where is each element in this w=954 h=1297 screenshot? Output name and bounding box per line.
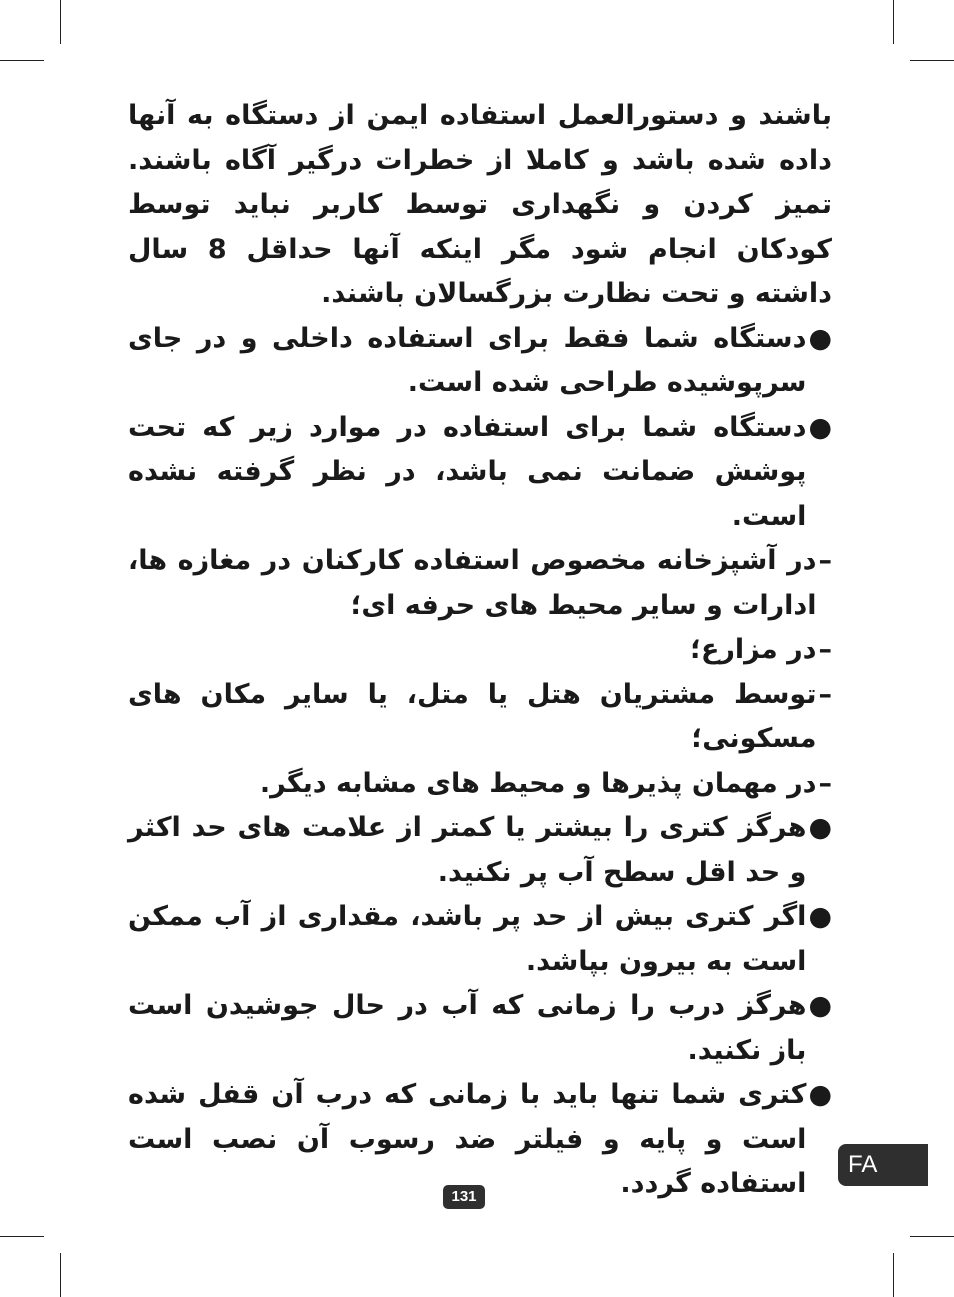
language-tab: FA: [838, 1144, 928, 1186]
bullet-icon: ●: [808, 812, 832, 843]
list-item: [128, 984, 832, 1073]
list-item: [128, 539, 832, 628]
dash-icon: –: [818, 678, 832, 710]
crop-mark: [0, 60, 44, 61]
list-item: [128, 317, 832, 406]
list-item: [128, 628, 832, 673]
list-item-text: کتری شما تنها باید با زمانی که درب آن قفل شده است و پایه و فیلتر ضد رسوب آن نصب است استفاده گردد.: [128, 1079, 807, 1199]
list-item-text: هرگز کتری را بیشتر یا کمتر از علامت های حد اکثر و حد اقل سطح آب پر نکنید.: [128, 812, 807, 888]
dash-icon: –: [818, 767, 832, 799]
list-item-text: توسط مشتریان هتل یا متل، یا سایر مکان های مسکونی؛: [128, 678, 817, 754]
list-item: [128, 806, 832, 895]
bullet-icon: ●: [808, 990, 832, 1021]
list-item-text: هرگز درب را زمانی که آب در حال جوشیدن است باز نکنید.: [128, 990, 807, 1066]
page-number: 131: [443, 1185, 485, 1209]
crop-mark: [893, 1253, 894, 1297]
crop-mark: [60, 1253, 61, 1297]
list-item: [128, 406, 832, 540]
crop-mark: [60, 0, 61, 44]
list-item-text: در مهمان پذیرها و محیط های مشابه دیگر.: [259, 767, 817, 799]
list-item-text: در مزارع؛: [690, 634, 817, 665]
crop-mark: [0, 1236, 44, 1237]
list-item-text: دستگاه شما فقط برای استفاده داخلی و در جای سرپوشیده طراحی شده است.: [128, 322, 807, 398]
dash-icon: –: [818, 545, 832, 576]
list-item: [128, 895, 832, 984]
bullet-icon: ●: [808, 901, 832, 932]
list-item-text: دستگاه شما برای استفاده در موارد زیر که تحت پوشش ضمانت نمی باشد، در نظر گرفته نشده است.: [128, 411, 807, 532]
bullet-icon: ●: [808, 1079, 832, 1110]
intro-paragraph: [128, 94, 832, 317]
list-item-text: در آشپزخانه مخصوص استفاده کارکنان در مغازه ها، ادارات و سایر محیط های حرفه ای؛: [128, 545, 817, 621]
bullet-icon: ●: [808, 411, 832, 443]
crop-mark: [893, 0, 894, 44]
list-item: [128, 673, 832, 762]
document-body: [128, 94, 832, 1207]
dash-icon: –: [818, 634, 832, 665]
list-item: [128, 762, 832, 807]
bullet-icon: ●: [808, 322, 832, 354]
crop-mark: [910, 60, 954, 61]
list-item-text: اگر کتری بیش از حد پر باشد، مقداری از آب ممکن است به بیرون بپاشد.: [128, 901, 807, 977]
paragraph-text: باشند و دستورالعمل استفاده ایمن از دستگاه به آنها داده شده باشد و کاملا از خطرات درگیر آگاه باشند. تمیز کردن و نگهداری توسط کاربر نباید توسط کودکان انجام شود مگر اینکه آنها حداقل 8 سال داشته و تحت نظارت بزرگسالان باشند.: [128, 100, 832, 309]
crop-mark: [910, 1236, 954, 1237]
